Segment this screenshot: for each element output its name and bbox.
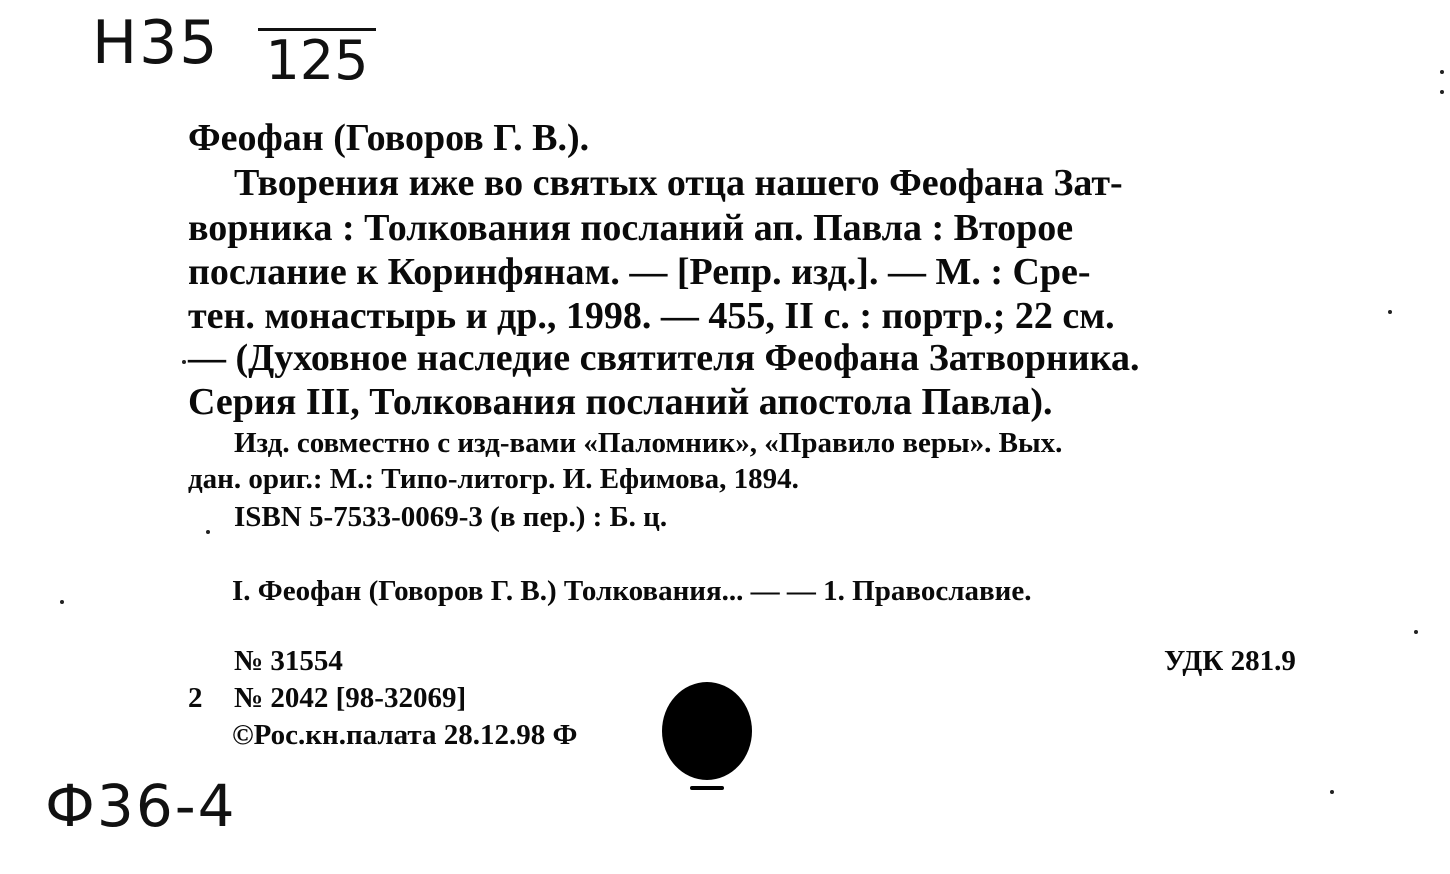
scan-speck [1440,70,1444,74]
scan-speck [1440,90,1444,94]
handwritten-shelf-code: Н35 [92,8,220,78]
card-number-2: № 2042 [98-32069] [234,682,467,714]
card-isbn: ISBN 5-7533-0069-3 (в пер.) : Б. ц. [234,501,668,533]
card-note-line-2: дан. ориг.: М.: Типо-литогр. И. Ефимова, 1894. [188,463,799,495]
card-copyright: ©Рос.кн.палата 28.12.98 Ф [232,719,578,751]
card-series-line-2: Серия III, Толкования посланий апостола Павла). [188,381,1053,423]
card-title-line-1: Творения иже во святых отца нашего Феофана Зат- [234,162,1123,204]
scan-speck [1414,630,1418,634]
ink-smudge [690,786,724,790]
scan-speck [182,360,186,364]
scan-speck [1388,310,1392,314]
handwritten-fraction: 125 [258,28,376,91]
card-title-line-2: ворника : Толкования посланий ап. Павла : Второе [188,207,1074,249]
card-number-1: № 31554 [234,645,343,677]
card-subject-headings: I. Феофан (Говоров Г. В.) Толкования... — — 1. Православие. [232,575,1032,607]
scan-speck [1330,790,1334,794]
scan-speck [206,530,210,534]
card-digit: 2 [188,682,203,714]
card-note-line-1: Изд. совместно с изд-вами «Паломник», «Правило веры». Вых. [234,427,1063,459]
ink-blot [662,682,752,780]
card-author: Феофан (Говоров Г. В.). [188,117,590,159]
handwritten-bottom-code: Ф36-4 [45,772,237,840]
card-udk: УДК 281.9 [1164,645,1296,677]
scan-speck [60,600,64,604]
card-series-line-1: — (Духовное наследие святителя Феофана Затворника. [188,337,1140,379]
card-title-line-3: послание к Коринфянам. — [Репр. изд.]. — М. : Сре- [188,251,1091,293]
card-title-line-4: тен. монастырь и др., 1998. — 455, II с. : портр.; 22 см. [188,295,1115,337]
